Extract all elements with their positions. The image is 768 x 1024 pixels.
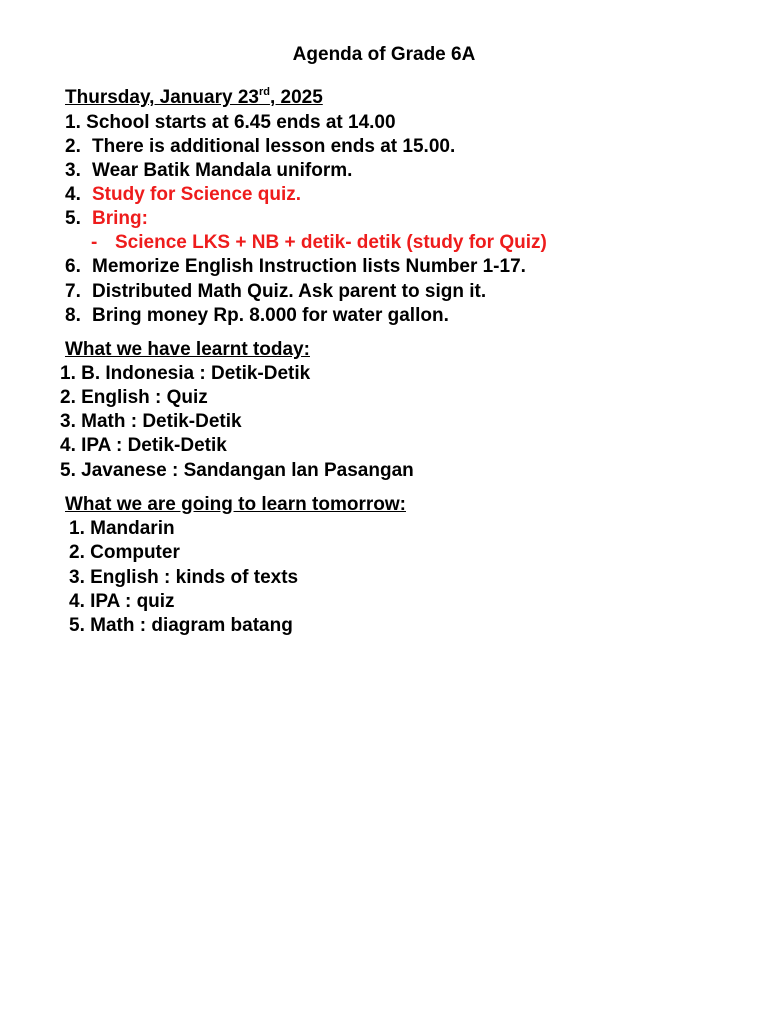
agenda-item-1-number: 1. — [65, 112, 81, 133]
agenda-item-3-number: 3. — [65, 160, 81, 181]
agenda-item-2-text: There is additional lesson ends at 15.00. — [92, 136, 456, 157]
agenda-item-5-number: 5. — [65, 208, 81, 229]
tomorrow-item: 3. English : kinds of texts — [69, 567, 299, 588]
agenda-item-7-text: Distributed Math Quiz. Ask parent to sign it. — [92, 281, 487, 302]
agenda-item-7-number: 7. — [65, 281, 81, 302]
agenda-item-7 — [65, 280, 486, 304]
agenda-item-3 — [65, 159, 352, 183]
date-prefix: Thursday, January 23 — [65, 87, 259, 108]
agenda-item-3-text: Wear Batik Mandala uniform. — [92, 160, 353, 181]
date-superscript: rd — [258, 86, 270, 98]
agenda-item-8-text: Bring money Rp. 8.000 for water gallon. — [92, 305, 449, 326]
agenda-item-2-number: 2. — [65, 136, 81, 157]
tomorrow-item: 5. Math : diagram batang — [69, 615, 293, 636]
agenda-item-2 — [65, 135, 455, 159]
date-heading — [65, 86, 323, 110]
agenda-item-1-text: School starts at 6.45 ends at 14.00 — [86, 112, 396, 133]
agenda-item-5 — [65, 207, 148, 231]
agenda-item-8-number: 8. — [65, 305, 81, 326]
agenda-item-6-number: 6. — [65, 256, 81, 277]
learnt-item: 4. IPA : Detik-Detik — [60, 435, 227, 456]
tomorrow-heading: What we are going to learn tomorrow: — [65, 494, 406, 515]
agenda-item-5-text: Bring: — [92, 208, 148, 229]
agenda-subitem-text: Science LKS + NB + detik- detik (study for Quiz) — [115, 232, 547, 253]
tomorrow-item: 4. IPA : quiz — [69, 591, 175, 612]
learnt-item: 1. B. Indonesia : Detik-Detik — [60, 363, 311, 384]
learnt-item: 3. Math : Detik-Detik — [60, 411, 242, 432]
learnt-item: 5. Javanese : Sandangan lan Pasangan — [60, 460, 414, 481]
tomorrow-item: 2. Computer — [69, 542, 180, 563]
agenda-item-6 — [65, 255, 526, 279]
page-title: Agenda of Grade 6A — [292, 44, 476, 65]
agenda-item-4-text: Study for Science quiz. — [92, 184, 302, 205]
learnt-item: 2. English : Quiz — [60, 387, 208, 408]
learnt-heading: What we have learnt today: — [65, 339, 310, 360]
agenda-item-6-text: Memorize English Instruction lists Number 1-17. — [92, 256, 526, 277]
tomorrow-item: 1. Mandarin — [69, 518, 175, 539]
agenda-item-4 — [65, 183, 301, 207]
agenda-subitem-bring — [91, 231, 547, 255]
agenda-item-8 — [65, 304, 449, 328]
agenda-item-4-number: 4. — [65, 184, 81, 205]
agenda-subitem-dash: - — [91, 232, 98, 253]
agenda-item-1 — [65, 111, 396, 135]
date-suffix: , 2025 — [269, 87, 323, 108]
